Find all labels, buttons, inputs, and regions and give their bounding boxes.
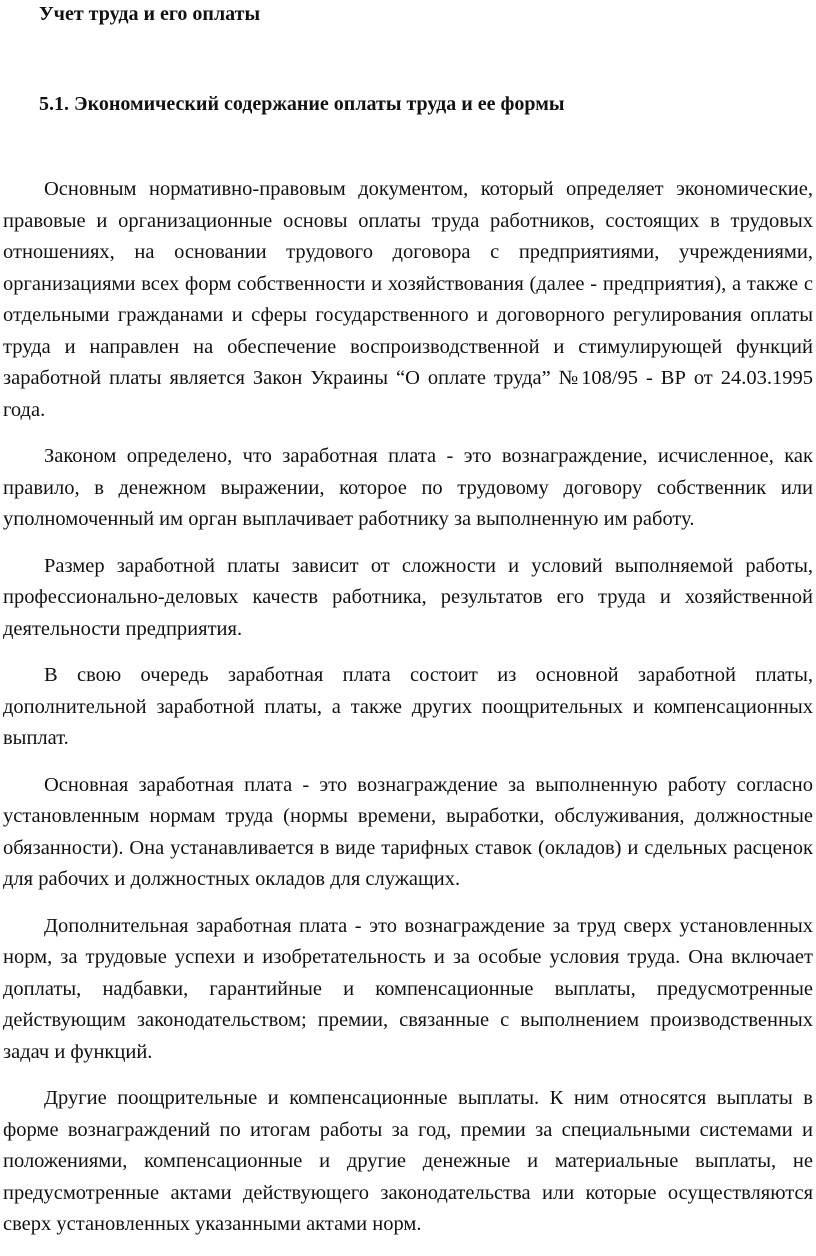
document-body — [3, 174, 813, 1256]
paragraph-4: В свою очередь заработная плата состоит из основной заработной платы, дополнительной заработной платы, а также других поощрительных и компенсационных выплат. — [3, 664, 813, 749]
paragraph-3: Размер заработной платы зависит от сложности и условий выполняемой работы, профессионально-деловых качеств работника, результатов его труда и хозяйственной деятельности предприятия. — [3, 554, 813, 640]
paragraph-1: Основным нормативно-правовым документом, который определяет экономические, правовые и организационные основы оплаты труда работников, состоящих в трудовых отношениях, на основании трудового договора с предприятиями, учреждениями, организациями всех форм собственности и хозяйствования (далее - предприятия), а также с отдельными гражданами и сферы государственного и договорного регулирования оплаты труда и направлен на обеспечение воспроизводственной и стимулирующей функций заработной платы является Закон Украины “О оплате труда” №108/95 - ВР от 24.03.1995 года. — [3, 178, 813, 421]
paragraph-2: Законом определено, что заработная плата - это вознаграждение, исчисленное, как правило, в денежном выражении, которое по трудовому договору собственник или уполномоченный им орган выплачивает работнику за выполненную им работу. — [3, 445, 813, 530]
document-title: Учет труда и его оплаты — [39, 3, 261, 25]
paragraph-6: Дополнительная заработная плата - это вознаграждение за труд сверх установленных норм, за трудовые успехи и изобретательность и за особые условия труда. Она включает доплаты, надбавки, гарантийные и компенсационные выплаты, предусмотренные действующим законодательством; премии, связанные с выполнением производственных задач и функций. — [3, 914, 813, 1063]
paragraph-5: Основная заработная плата - это вознаграждение за выполненную работу согласно установленным нормам труда (нормы времени, выработки, обслуживания, должностные обязанности). Она устанавливается в виде тарифных ставок (окладов) и сдельных расценок для рабочих и должностных окладов для служащих. — [3, 773, 813, 890]
section-title: 5.1. Экономический содержание оплаты труда и ее формы — [39, 93, 565, 115]
paragraph-7: Другие поощрительные и компенсационные выплаты. К ним относятся выплаты в форме вознаграждений по итогам работы за год, премии за специальными системами и положениями, компенсационные и другие денежные и материальные выплаты, не предусмотренные актами действующего законодательства или которые осуществляются сверх установленных указанными актами норм. — [3, 1087, 813, 1235]
